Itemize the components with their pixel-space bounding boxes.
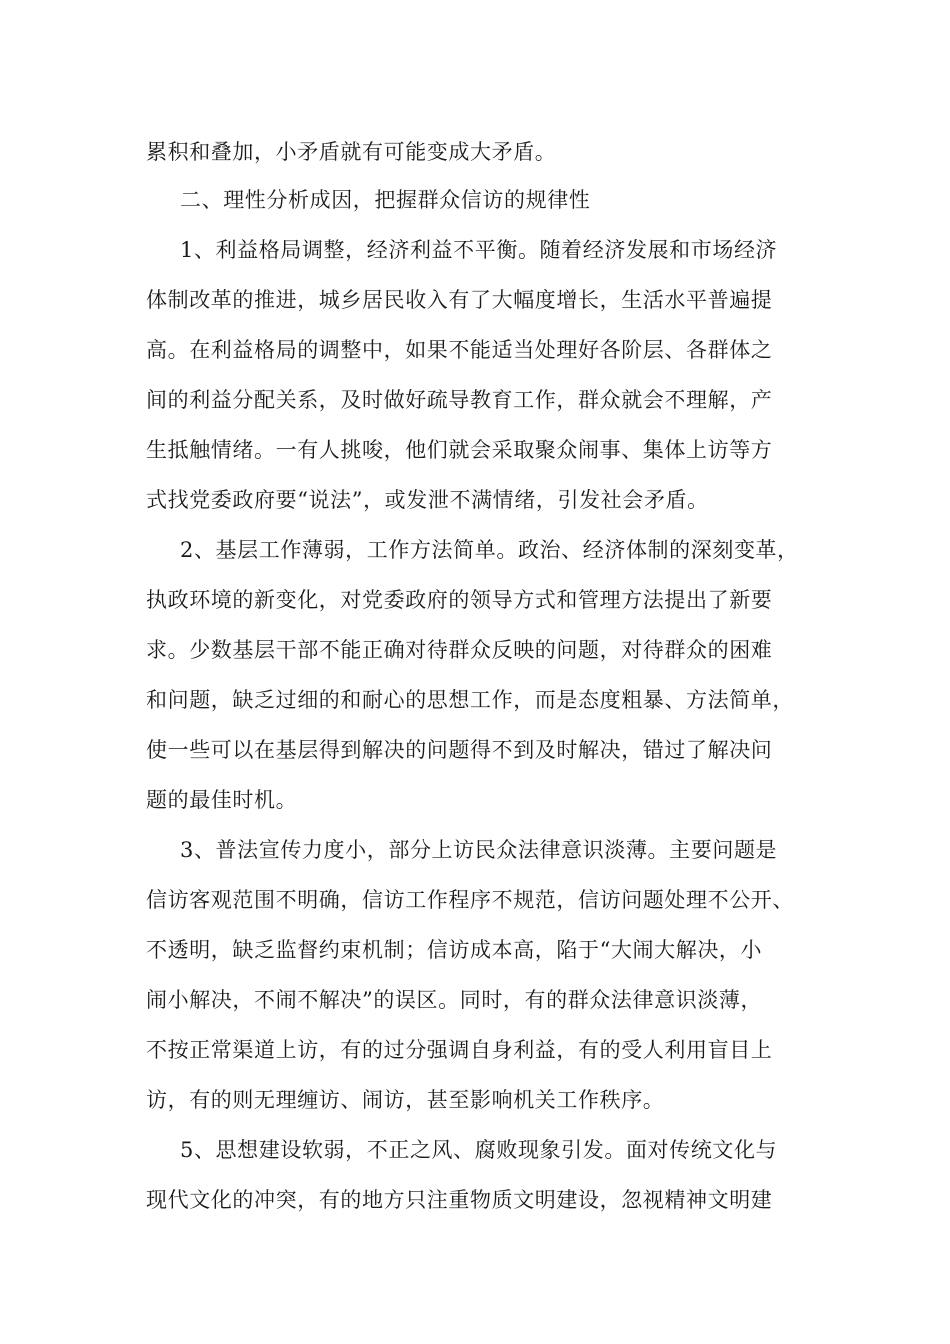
text-line: 使一些可以在基层得到解决的问题得不到及时解决，错过了解决问 — [146, 738, 773, 762]
section-heading: 二、理性分析成因，把握群众信访的规律性 — [180, 188, 591, 212]
text-line: 1、利益格局调整，经济利益不平衡。随着经济发展和市场经济 — [180, 238, 778, 262]
text-line: 求。少数基层干部不能正确对待群众反映的问题，对待群众的困难 — [146, 638, 773, 662]
text-line: 式找党委政府要“说法”，或发泄不满情绪，引发社会矛盾。 — [146, 488, 709, 512]
text-line: 访，有的则无理缠访、闹访，甚至影响机关工作秩序。 — [146, 1088, 665, 1112]
text-line: 闹小解决，不闹不解决”的误区。同时，有的群众法律意识淡薄， — [146, 988, 763, 1012]
text-line: 高。在利益格局的调整中，如果不能适当处理好各阶层、各群体之 — [146, 338, 773, 362]
text-line: 不按正常渠道上访，有的过分强调自身利益，有的受人利用盲目上 — [146, 1038, 773, 1062]
text-line: 生抵触情绪。一有人挑唆，他们就会采取聚众闹事、集体上访等方 — [146, 438, 773, 462]
text-line: 执政环境的新变化，对党委政府的领导方式和管理方法提出了新要 — [146, 588, 773, 612]
text-line: 信访客观范围不明确，信访工作程序不规范，信访问题处理不公开、 — [146, 888, 794, 912]
text-line: 现代文化的冲突，有的地方只注重物质文明建设，忽视精神文明建 — [146, 1188, 773, 1212]
text-line: 累积和叠加，小矛盾就有可能变成大矛盾。 — [146, 140, 557, 164]
text-line: 间的利益分配关系，及时做好疏导教育工作，群众就会不理解，产 — [146, 388, 773, 412]
text-line: 5、思想建设软弱，不正之风、腐败现象引发。面对传统文化与 — [180, 1138, 778, 1162]
text-line: 体制改革的推进，城乡居民收入有了大幅度增长，生活水平普遍提 — [146, 288, 773, 312]
text-line: 2、基层工作薄弱，工作方法简单。政治、经济体制的深刻变革， — [180, 538, 799, 562]
text-line: 3、普法宣传力度小，部分上访民众法律意识淡薄。主要问题是 — [180, 838, 778, 862]
text-line: 和问题，缺乏过细的和耐心的思想工作，而是态度粗暴、方法简单， — [146, 688, 794, 712]
text-line: 不透明，缺乏监督约束机制；信访成本高，陷于“大闹大解决，小 — [146, 938, 763, 962]
text-line: 题的最佳时机。 — [146, 788, 298, 812]
